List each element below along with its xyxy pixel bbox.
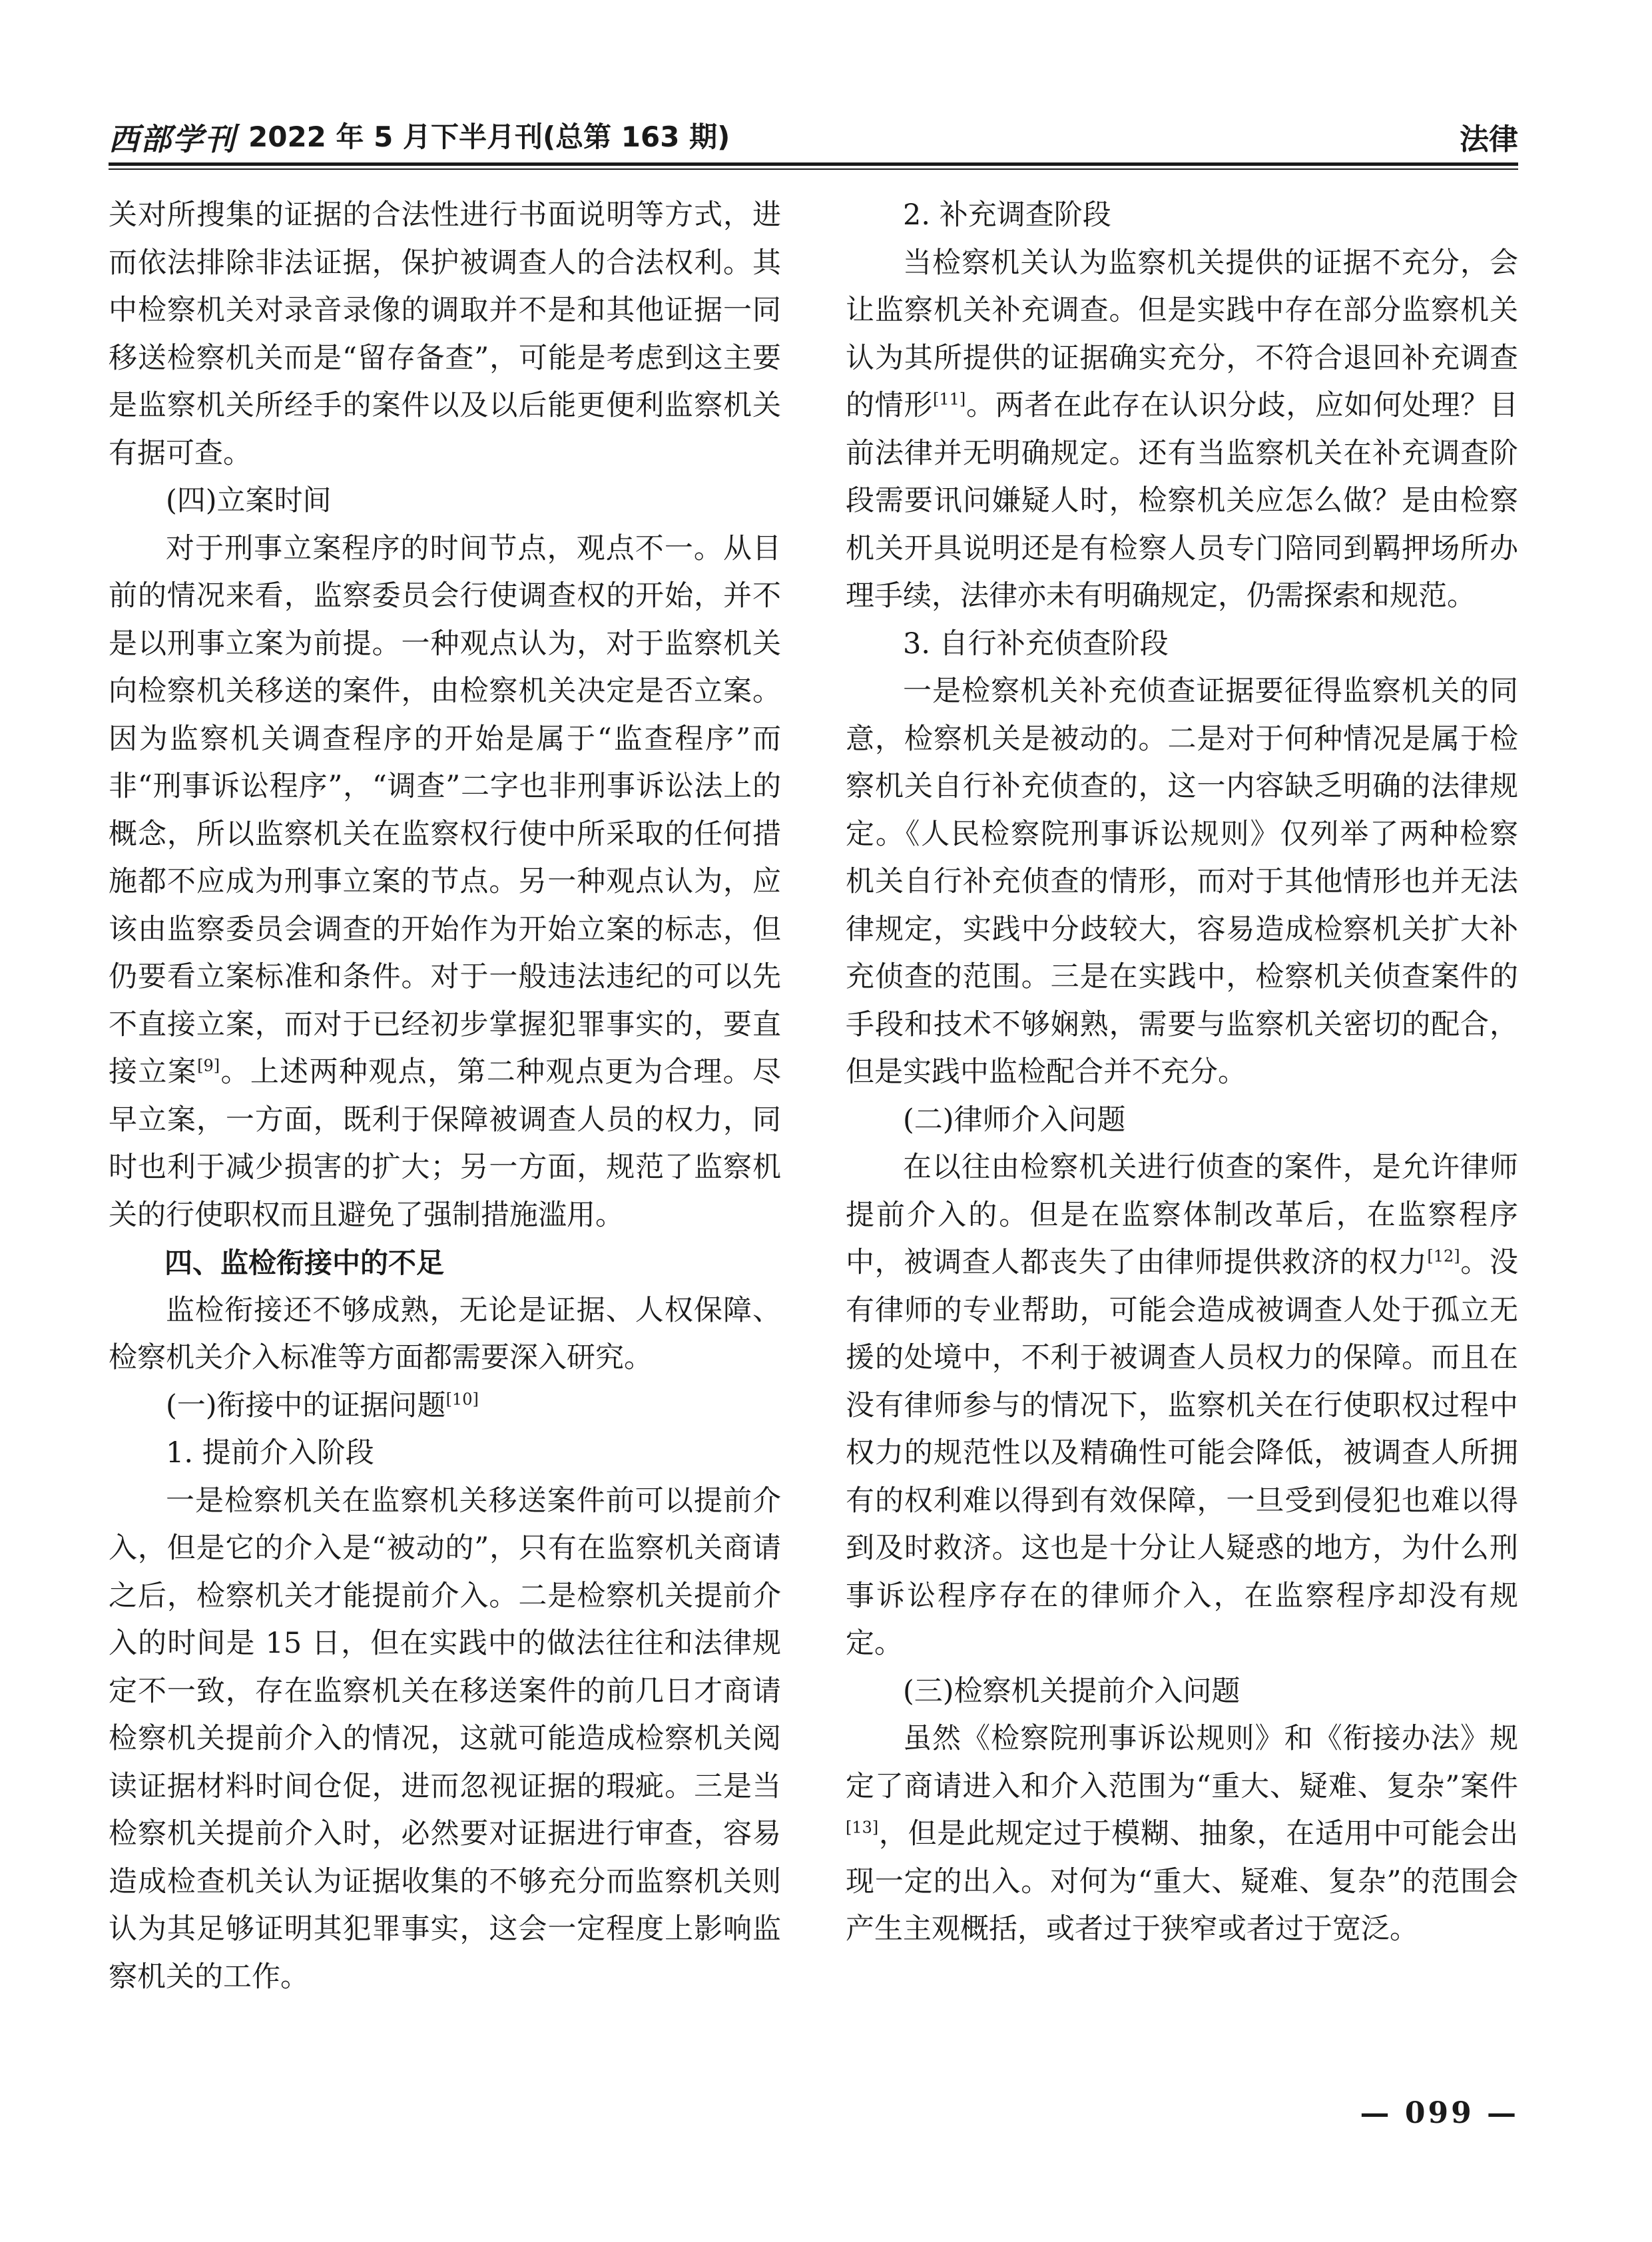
paragraph-text-continued: 。两者在此存在认识分歧，应如何处理？目前法律并无明确规定。还有当监察机关在补充调查阶段需要讯问嫌疑人时，检察机关应怎么做？是由检察机关开具说明还是有检察人员专门陪同到羁押场所办理手续，法律亦未有明确规定，仍需探索和规范。 (846, 389, 1519, 613)
paragraph-text: 当检察机关认为监察机关提供的证据不充分，会让监察机关补充调查。但是实践中存在部分监察机关认为其所提供的证据确实充分，不符合退回补充调查的情形 (846, 246, 1518, 422)
header-rule-thick (109, 162, 1518, 166)
running-header (109, 110, 1518, 156)
paragraph-text: 关对所搜集的证据的合法性进行书面说明等方式，进而依法排除非法证据，保护被调查人的合法权利。其中检察机关对录音录像的调取并不是和其他证据一同移送检察机关而是“留存备查”，可能是考虑到这主要是监察机关所经手的案件以及以后能更便利监察机关有据可查。 (109, 198, 781, 470)
page-number: — 099 — (1360, 2096, 1519, 2130)
paragraph-text: 一是检察机关在监察机关移送案件前可以提前介入，但是它的介入是“被动的”，只有在监察机关商请之后，检察机关才能提前介入。二是检察机关提前介入的时间是 15 日，但在实践中的做法往往和法律规定不一致，存在监察机关在移送案件的前几日才商请检察机关提前介入的情况，这就可能造成检察机关阅读证据材料时间仓促，进而忽视证据的瑕疵。三是当检察机关提前介入时，必然要对证据进行审查，容易造成检查机关认为证据收集的不够充分而监察机关则认为其足够证明其犯罪事实，这会一定程度上影响监察机关的工作。 (109, 1484, 781, 1994)
body-paragraph (846, 1715, 1518, 1954)
paragraph-text: 四、监检衔接中的不足 (164, 1247, 445, 1279)
body-paragraph (846, 668, 1518, 1097)
left-column (109, 192, 781, 2001)
body-paragraph (846, 240, 1518, 621)
paragraph-text: 1. 提前介入阶段 (166, 1436, 374, 1470)
body-paragraph (109, 1287, 781, 1382)
subsection-heading (109, 477, 781, 525)
body-paragraph (109, 192, 781, 477)
paragraph-text: 对于刑事立案程序的时间节点，观点不一。从目前的情况来看，监察委员会行使调查权的开始，并不是以刑事立案为前提。一种观点认为，对于监察机关向检察机关移送的案件，由检察机关决定是否立案。因为监察机关调查程序的开始是属于“监查程序”而非“刑事诉讼程序”，“调查”二字也非刑事诉讼法上的概念，所以监察机关在监察权行使中所采取的任何措施都不应成为刑事立案的节点。另一种观点认为，应该由监察委员会调查的开始作为开始立案的标志，但仍要看立案标准和条件。对于一般违法违纪的可以先不直接立案，而对于已经初步掌握犯罪事实的，要直接立案 (109, 531, 781, 1089)
paragraph-text: 3. 自行补充侦查阶段 (903, 627, 1169, 661)
journal-logo: 西部学刊 (109, 121, 236, 157)
paragraph-text-continued: 。上述两种观点，第二种观点更为合理。尽早立案，一方面，既利于保障被调查人员的权力，同时也利于减少损害的扩大；另一方面，规范了监察机关的行使职权而且避免了强制措施滥用。 (109, 1055, 782, 1232)
subsection-heading (846, 1097, 1518, 1145)
header-rule-thin (109, 168, 1518, 170)
sub-subsection-heading (846, 192, 1518, 240)
paragraph-text: 监检衔接还不够成熟，无论是证据、人权保障、检察机关介入标准等方面都需要深入研究。 (109, 1293, 781, 1374)
issue-info: 2022 年 5 月下半月刊(总第 163 期) (248, 121, 730, 153)
paragraph-text-continued: ，但是此规定过于模糊、抽象，在适用中可能会出现一定的出入。对何为“重大、疑难、复杂”的范围会产生主观概括，或者过于狭窄或者过于宽泛。 (846, 1817, 1518, 1946)
paragraph-text: 虽然《检察院刑事诉讼规则》和《衔接办法》规定了商请进入和介入范围为“重大、疑难、复杂”案件 (846, 1722, 1518, 1803)
right-column (846, 192, 1518, 1954)
body-paragraph (109, 525, 781, 1240)
section-heading (109, 1239, 781, 1287)
paragraph-text: 在以往由检察机关进行侦查的案件，是允许律师提前介入的。但是在监察体制改革后，在监察程序中，被调查人都丧失了由律师提供救济的权力 (846, 1151, 1518, 1279)
subsection-heading (846, 1668, 1518, 1716)
section-label: 法律 (1460, 123, 1518, 156)
sub-subsection-heading (846, 621, 1518, 669)
body-paragraph (846, 1144, 1518, 1668)
body-paragraph (109, 1478, 781, 2002)
subsection-heading (109, 1382, 781, 1430)
paragraph-text: (二)律师介入问题 (903, 1103, 1126, 1137)
citation-ref: [12] (1427, 1247, 1460, 1266)
paragraph-text: (三)检察机关提前介入问题 (903, 1674, 1240, 1708)
paragraph-text: (一)衔接中的证据问题 (166, 1388, 446, 1422)
paragraph-text: 一是检察机关补充侦查证据要征得监察机关的同意，检察机关是被动的。二是对于何种情况是属于检察机关自行补充侦查的，这一内容缺乏明确的法律规定。《人民检察院刑事诉讼规则》仅列举了两种检察机关自行补充侦查的情形，而对于其他情形也并无法律规定，实践中分歧较大，容易造成检察机关扩大补充侦查的范围。三是在实践中，检察机关侦查案件的手段和技术不够娴熟，需要与监察机关密切的配合，但是实践中监检配合并不充分。 (846, 675, 1518, 1089)
sub-subsection-heading (109, 1430, 781, 1478)
citation-ref: [13] (846, 1818, 879, 1837)
citation-ref: [10] (445, 1390, 479, 1409)
citation-ref: [11] (933, 390, 966, 409)
citation-ref: [9] (197, 1056, 220, 1075)
paragraph-text-continued: 。没有律师的专业帮助，可能会造成被调查人处于孤立无援的处境中，不利于被调查人员权力的保障。而且在没有律师参与的情况下，监察机关在行使职权过程中权力的规范性以及精确性可能会降低，被调查人所拥有的权利难以得到有效保障，一旦受到侵犯也难以得到及时救济。这也是十分让人疑惑的地方，为什么刑事诉讼程序存在的律师介入，在监察程序却没有规定。 (846, 1246, 1519, 1660)
paragraph-text: (四)立案时间 (166, 484, 332, 517)
paragraph-text: 2. 补充调查阶段 (903, 198, 1111, 232)
